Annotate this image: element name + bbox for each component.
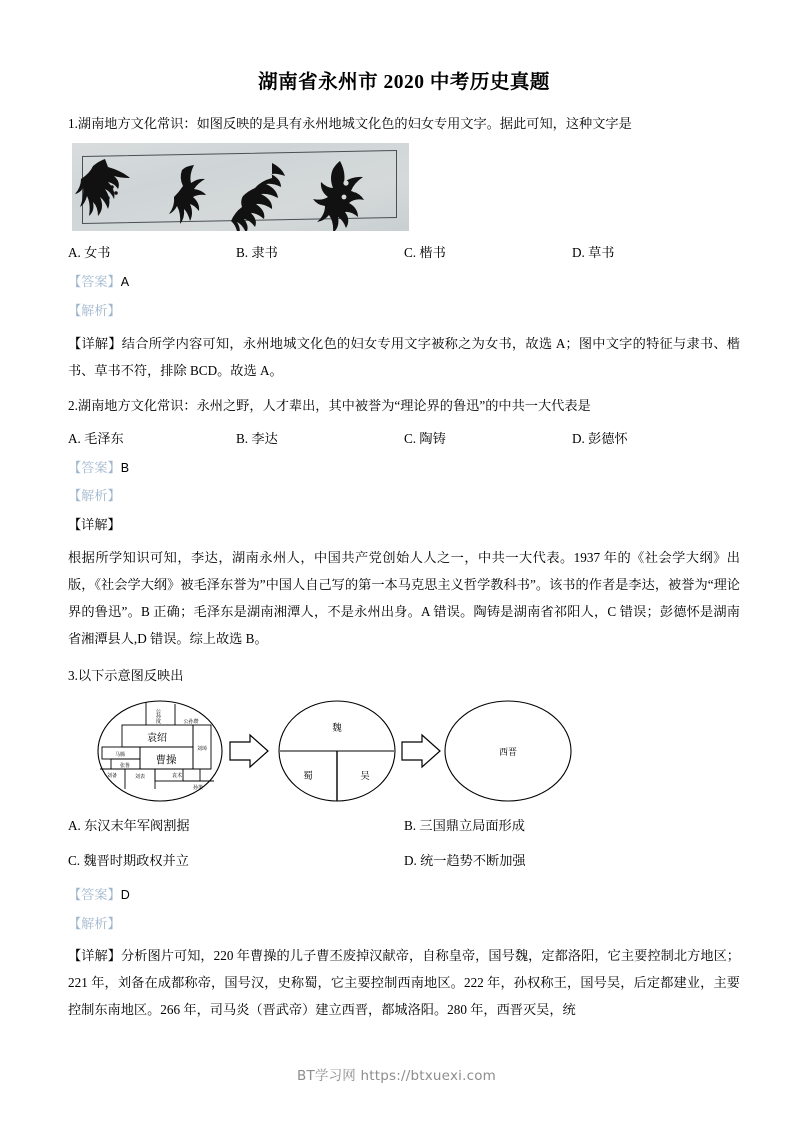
option-b-letter: B. — [236, 430, 249, 446]
question-3-analysis-line — [68, 914, 740, 934]
question-3-answer-line — [68, 885, 740, 905]
answer-value: B — [120, 460, 130, 475]
option-c-letter: C. — [68, 852, 81, 868]
option-d-letter: D. — [572, 245, 585, 261]
option-a[interactable] — [68, 428, 236, 447]
option-c-label: 魏晋时期政权并立 — [83, 852, 189, 868]
label-mateng: 马腾 — [114, 752, 126, 758]
question-3-options-row-1 — [68, 815, 740, 834]
label-liuzhang: 刘璋 — [196, 746, 208, 752]
question-1-detail: 【详解】结合所学内容可知，永州地城文化色的妇女专用文字被称之为女书，故选 A；图中文字的特征与隶书、楷书、草书不符，排除 BCD。故选 A。 — [68, 336, 740, 379]
option-c[interactable] — [68, 850, 404, 869]
analysis-tag: 【解析】 — [68, 488, 121, 504]
question-1-stem: 1.湖南地方文化常识：如图反映的是具有永州地城文化色的妇女专用文字。据此可知，这种文字是 — [68, 116, 632, 131]
arrow-1 — [230, 735, 268, 767]
option-c[interactable] — [404, 242, 572, 261]
option-a[interactable] — [68, 242, 236, 261]
arrow-2 — [402, 735, 440, 767]
option-a-letter: A. — [68, 245, 81, 261]
diagram-svg — [80, 697, 580, 805]
question-1-answer-line — [68, 272, 740, 292]
option-b-letter: B. — [404, 817, 417, 833]
question-2-options — [68, 428, 740, 447]
answer-tag: 【答案】 — [68, 274, 121, 290]
label-caocao: 曹操 — [155, 754, 177, 766]
option-d[interactable] — [572, 428, 740, 447]
label-shu: 蜀 — [303, 771, 313, 782]
question-3-options-row-2 — [68, 850, 740, 869]
question-2-detail-tag-line — [68, 515, 740, 535]
option-a-label: 东汉末年军阀割据 — [84, 817, 190, 833]
question-1-options — [68, 242, 740, 261]
option-d[interactable] — [404, 850, 740, 869]
option-b-label: 李达 — [251, 430, 278, 446]
label-wu: 吴 — [360, 771, 370, 782]
option-d-label: 彭德怀 — [588, 430, 628, 446]
label-wei: 魏 — [332, 723, 342, 734]
option-d-letter: D. — [572, 430, 585, 446]
page-title: 湖南省永州市 2020 中考历史真题 — [258, 72, 550, 93]
nushu-glyphs — [72, 143, 409, 231]
option-c-label: 陶铸 — [419, 430, 446, 446]
option-a[interactable] — [68, 815, 404, 834]
three-circle-diagram — [80, 697, 580, 805]
option-a-label: 女书 — [84, 245, 111, 261]
answer-value: A — [120, 275, 130, 290]
option-d-label: 草书 — [588, 245, 615, 261]
footer-watermark: BT学习网 https://btxuexi.com — [296, 1068, 497, 1084]
label-gongsun-zan: 公孙瓒 — [183, 719, 199, 725]
option-d[interactable] — [572, 242, 740, 261]
question-3-detail: 【详解】分析图片可知，220 年曹操的儿子曹丕废掉汉献帝，自称皇帝，国号魏，定都洛阳，它主要控制北方地区；221 年，刘备在成都称帝，国号汉，史称蜀，它主要控制西南地区。222 年，孙权称王，国号吴，后定都建业，主要控制东南地区。266 年，司马炎（晋武帝）建立西晋，都城洛阳。280 年，西晋灭吴，统 — [68, 948, 740, 1018]
label-xijin: 西晋 — [498, 746, 518, 757]
option-c-letter: C. — [404, 430, 417, 446]
question-1-analysis-line — [68, 301, 740, 321]
question-2-stem: 2.湖南地方文化常识：永州之野，人才辈出，其中被誉为“理论界的鲁迅”的中共一大代表是 — [68, 398, 591, 414]
option-c-letter: C. — [404, 245, 417, 261]
nushu-script-image — [72, 143, 409, 231]
option-b[interactable] — [236, 428, 404, 447]
option-d-letter: D. — [404, 852, 417, 868]
detail-tag: 【详解】 — [68, 517, 121, 533]
option-b-letter: B. — [236, 245, 249, 261]
option-b[interactable] — [236, 242, 404, 261]
option-a-letter: A. — [68, 430, 81, 446]
label-yuanshao: 袁绍 — [147, 732, 167, 744]
option-a-letter: A. — [68, 817, 81, 833]
option-c-label: 楷书 — [419, 245, 446, 261]
answer-tag: 【答案】 — [68, 886, 121, 902]
analysis-tag: 【解析】 — [68, 915, 121, 931]
label-gongsun-du: 公孙度 — [155, 707, 161, 724]
question-2-answer-line — [68, 458, 740, 478]
answer-value: D — [120, 887, 130, 902]
option-c[interactable] — [404, 428, 572, 447]
label-yuanshu: 袁术 — [171, 773, 183, 779]
label-liubei: 刘备 — [106, 773, 118, 779]
option-b-label: 三国鼎立局面形成 — [419, 817, 525, 833]
option-b-label: 隶书 — [251, 245, 278, 261]
label-zhanglu: 张鲁 — [119, 763, 131, 769]
question-2-detail: 根据所学知识可知，李达，湖南永州人，中国共产党创始人人之一，中共一大代表。1937 年的《社会学大纲》出版，《社会学大纲》被毛泽东誉为”中国人自己写的第一本马克思主义哲学教科书”。该书的作者是李达，被誉为“理论界的鲁迅”。B 正确；毛泽东是湖南湘潭人，不是永州出身。A 错误。陶铸是湖南省祁阳人，C 错误；彭德怀是湖南省湘潭县人,D 错误。综上故选 B。 — [68, 550, 740, 647]
option-b[interactable] — [404, 815, 740, 834]
option-a-label: 毛泽东 — [84, 430, 124, 446]
label-sunce: 孙策 — [192, 785, 204, 791]
question-2-analysis-line — [68, 486, 740, 506]
analysis-tag: 【解析】 — [68, 303, 121, 319]
answer-tag: 【答案】 — [68, 459, 121, 475]
question-3-stem: 3.以下示意图反映出 — [68, 668, 184, 684]
label-liubiao: 刘表 — [134, 774, 146, 780]
option-d-label: 统一趋势不断加强 — [420, 852, 526, 868]
